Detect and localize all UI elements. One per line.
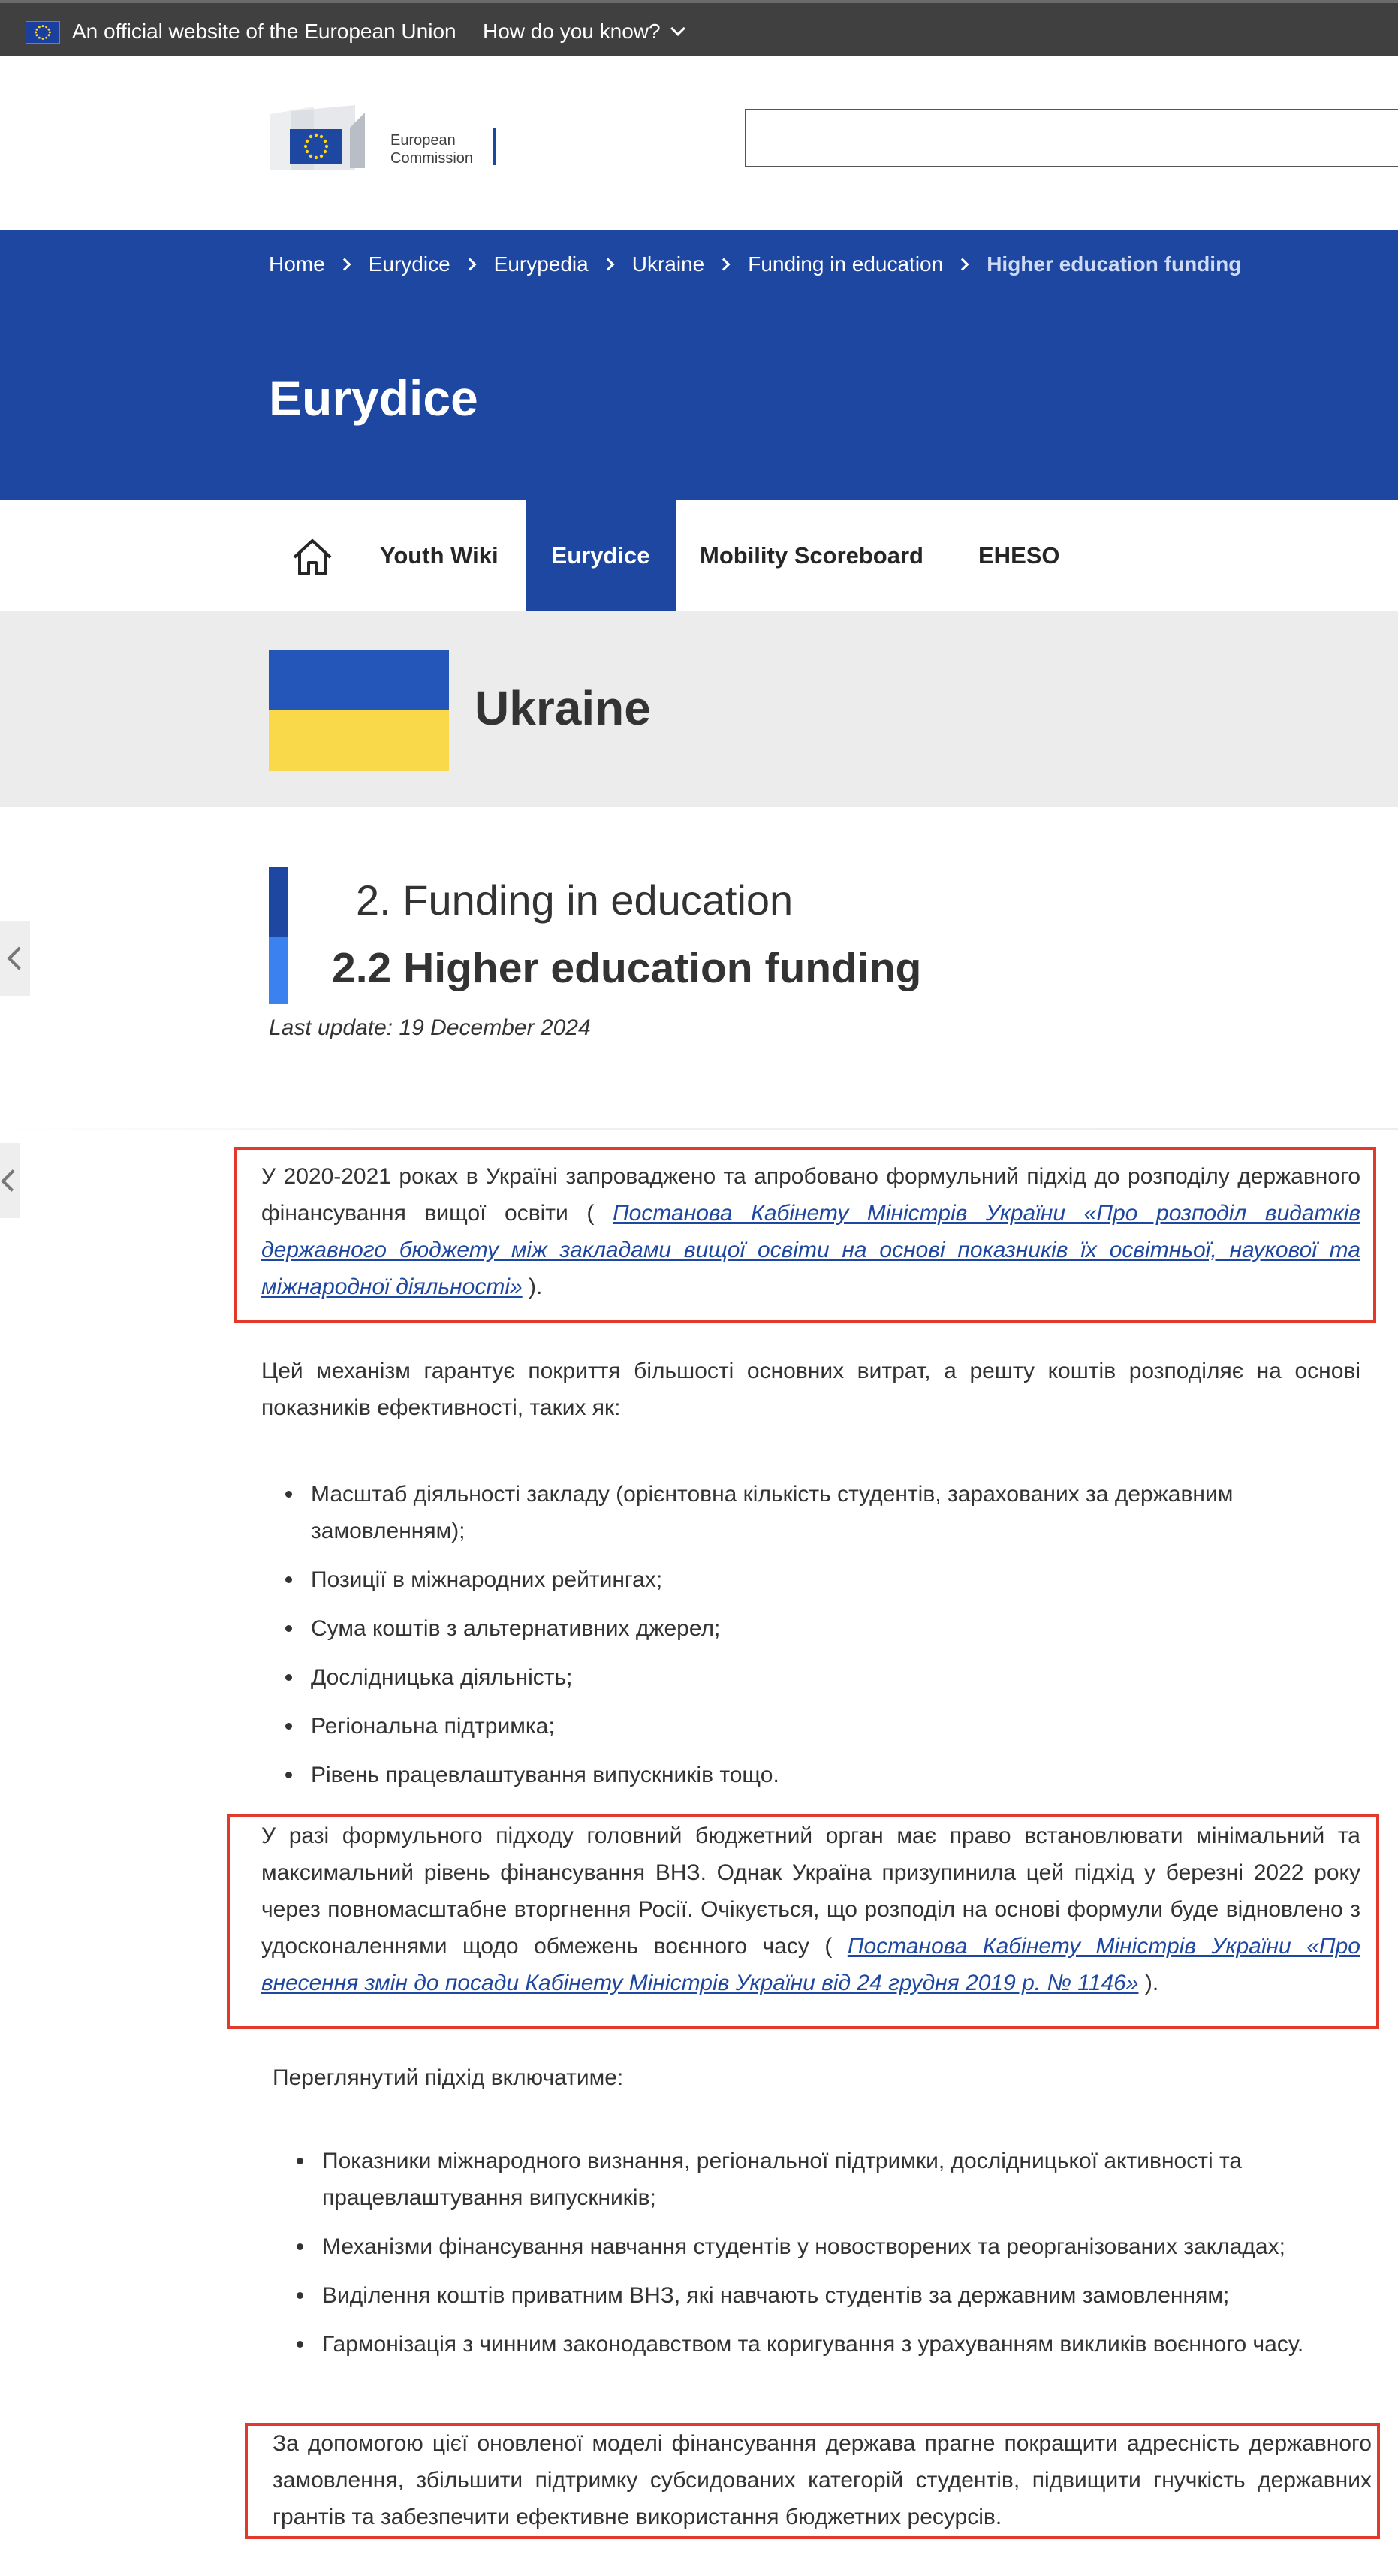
tab-youth-wiki[interactable]: Youth Wiki xyxy=(380,542,499,569)
chevron-down-icon xyxy=(670,21,685,36)
paragraph-3 xyxy=(261,1817,1360,2001)
site-title: Eurydice xyxy=(269,370,478,426)
how-do-you-know-label: How do you know? xyxy=(483,20,661,43)
list-item: Показники міжнародного визнання, регіональної підтримки, дослідницької активності та працевлаштування випускників; xyxy=(274,2143,1374,2216)
performance-indicators-list xyxy=(263,1476,1344,1793)
chapter-title: 2. Funding in education xyxy=(356,876,794,924)
side-prev-arrow[interactable] xyxy=(0,921,30,996)
revised-approach-list xyxy=(274,2143,1374,2363)
chevron-right-icon xyxy=(338,258,351,271)
page-title: 2.2 Higher education funding xyxy=(332,944,922,992)
country-banner xyxy=(0,611,1398,807)
chevron-left-icon xyxy=(7,946,30,970)
link-resolution-distribution[interactable]: Постанова Кабінету Міністрів України «Про розподіл видатків державного бюджету між закладами вищої освіти на основі показників їх освітньої, наукової та міжнародної діяльності» xyxy=(261,1201,1360,1299)
eu-flag-icon xyxy=(26,21,60,44)
country-name: Ukraine xyxy=(475,681,651,735)
list-item: Сума коштів з альтернативних джерел; xyxy=(263,1610,1344,1647)
tab-eheso[interactable]: EHESO xyxy=(978,542,1060,569)
list-item: Позиції в міжнародних рейтингах; xyxy=(263,1561,1344,1598)
list-item: Дослідницька діяльність; xyxy=(263,1659,1344,1696)
heading-accent-light xyxy=(269,937,288,1004)
paragraph-1 xyxy=(261,1158,1360,1305)
breadcrumb xyxy=(269,252,1241,276)
ukraine-flag xyxy=(269,650,449,771)
chevron-right-icon xyxy=(957,258,969,271)
side-prev-arrow-2[interactable] xyxy=(0,1143,20,1218)
list-item: Масштаб діяльності закладу (орієнтовна кількість студентів, зарахованих за державним замовленням); xyxy=(263,1476,1344,1549)
european-commission-logo[interactable] xyxy=(269,105,498,174)
paragraph-3-text: У разі формульного підходу головний бюджетний орган має право встановлювати мінімальний та максимальний рівень фінансування ВНЗ. Однак Україна призупинила цей підхід у березні 2022 року через повномасштабне вторгнення Росії. Очікується, що розподіл на основі формули буде відновлено з удосконаленнями щодо обмежень воєнного часу ( xyxy=(261,1823,1360,1959)
tab-mobility-scoreboard[interactable]: Mobility Scoreboard xyxy=(700,542,923,569)
search-input[interactable] xyxy=(745,109,1398,167)
breadcrumb-eurydice[interactable]: Eurydice xyxy=(368,252,450,276)
chevron-right-icon xyxy=(718,258,731,271)
list-item: Механізми фінансування навчання студентів у новостворених та реорганізованих закладах; xyxy=(274,2228,1374,2265)
breadcrumb-funding[interactable]: Funding in education xyxy=(748,252,944,276)
paragraph-2: Цей механізм гарантує покриття більшості основних витрат, а решту коштів розподіляє на основі показників ефективності, таких як: xyxy=(261,1359,1360,1420)
page-banner xyxy=(0,230,1398,500)
tab-eurydice[interactable]: Eurydice xyxy=(526,500,676,611)
chevron-right-icon xyxy=(463,258,476,271)
eu-official-text: An official website of the European Union xyxy=(72,20,456,43)
list-item: Виділення коштів приватним ВНЗ, які навчають студентів за державним замовленням; xyxy=(274,2277,1374,2314)
chevron-right-icon xyxy=(601,258,614,271)
heading-accent-dark xyxy=(269,867,288,937)
list-item: Регіональна підтримка; xyxy=(263,1708,1344,1745)
paragraph-1-text: У 2020-2021 роках в Україні запроваджено та апробовано формульний підхід до розподілу державного фінансування вищої освіти ( xyxy=(261,1164,1360,1226)
list-item: Рівень працевлаштування випускників тощо. xyxy=(263,1757,1344,1793)
logo-line-2: Commission xyxy=(390,150,474,167)
breadcrumb-current: Higher education funding xyxy=(987,252,1242,276)
last-update: Last update: 19 December 2024 xyxy=(269,1015,591,1040)
breadcrumb-eurypedia[interactable]: Eurypedia xyxy=(493,252,589,276)
list-item: Гармонізація з чинним законодавством та коригування з урахуванням викликів воєнного часу. xyxy=(274,2326,1374,2363)
chevron-left-icon xyxy=(1,1169,23,1192)
paragraph-1-end: ). xyxy=(522,1274,543,1299)
breadcrumb-home[interactable]: Home xyxy=(269,252,325,276)
link-resolution-amendments[interactable]: Постанова Кабінету Міністрів України «Про внесення змін до посади Кабінету Міністрів України від 24 грудня 2019 р. № 1146» xyxy=(261,1934,1360,1995)
main-nav xyxy=(0,500,1398,611)
content-divider xyxy=(0,1128,1398,1130)
paragraph-4: Переглянутий підхід включатиме: xyxy=(273,2065,624,2090)
breadcrumb-ukraine[interactable]: Ukraine xyxy=(631,252,705,276)
home-icon[interactable] xyxy=(291,538,333,577)
eu-official-bar xyxy=(0,0,1398,56)
paragraph-3-end: ). xyxy=(1138,1971,1159,1995)
paragraph-5: За допомогою цієї оновленої моделі фінансування держава прагне покращити адресність державного замовлення, збільшити підтримку субсидованих категорій студентів, підвищити гнучкість державних грантів та забезпечити ефективне використання бюджетних ресурсів. xyxy=(273,2431,1372,2529)
how-do-you-know-button[interactable] xyxy=(483,20,683,44)
logo-line-1: European xyxy=(390,132,456,149)
site-header xyxy=(0,56,1398,230)
